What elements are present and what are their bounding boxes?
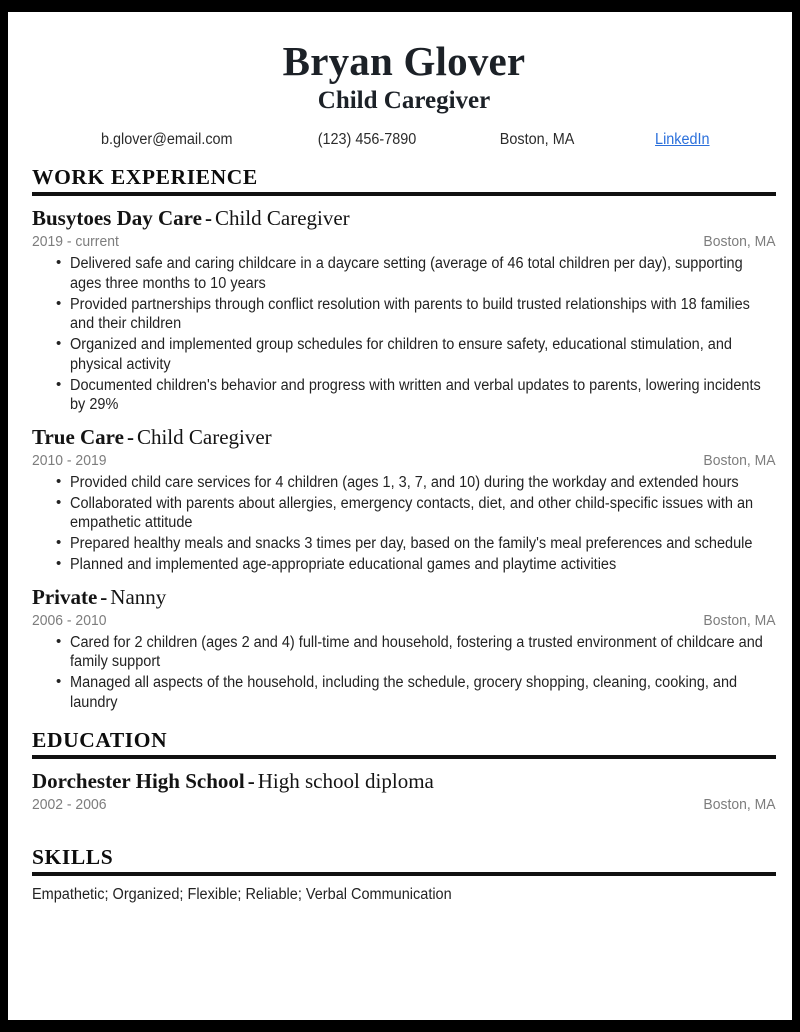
bullet-text: • Prepared healthy meals and snacks 3 times per day, based on the family's meal preferences and schedule bbox=[70, 535, 753, 552]
bullet-text: • Organized and implemented group schedules for children to ensure safety, educational stimulation, and physical activity bbox=[70, 336, 732, 373]
work-entry-separator: - bbox=[100, 584, 108, 609]
work-entry-role: Nanny bbox=[110, 584, 167, 609]
bullet-item bbox=[32, 254, 776, 293]
candidate-job-title: Child Caregiver bbox=[317, 87, 491, 114]
bullet-text: • Cared for 2 children (ages 2 and 4) full-time and household, fostering a trusted environment of childcare and family support bbox=[70, 633, 763, 670]
work-entry-role: Child Caregiver bbox=[136, 424, 272, 449]
bullet-text: • Planned and implemented age-appropriate educational games and playtime activities bbox=[70, 556, 617, 573]
bullet-text: • Managed all aspects of the household, including the schedule, grocery shopping, cleaning, cooking, and laundry bbox=[70, 674, 738, 711]
bullet-item bbox=[32, 376, 776, 415]
bullet-item bbox=[32, 673, 776, 712]
education-entry-heading bbox=[32, 769, 776, 793]
work-entry-meta bbox=[32, 612, 776, 629]
work-entry-role: Child Caregiver bbox=[214, 206, 350, 230]
section-divider-work bbox=[32, 192, 776, 196]
work-entry-location: Boston, MA bbox=[703, 233, 776, 250]
resume-page bbox=[8, 12, 792, 1020]
bullet-item bbox=[32, 555, 776, 575]
bullet-text: • Documented children's behavior and progress with written and verbal updates to parents, lowering incidents by 29% bbox=[70, 376, 761, 413]
bullet-text: • Collaborated with parents about allergies, emergency contacts, diet, and other child-specific issues with an empathetic attitude bbox=[70, 494, 754, 531]
education-entry-meta bbox=[32, 796, 776, 813]
work-entry-bullets bbox=[32, 473, 776, 575]
work-entry-dates: 2006 - 2010 bbox=[32, 611, 107, 629]
work-entry-location: Boston, MA bbox=[703, 451, 776, 469]
section-heading-skills: SKILLS bbox=[32, 845, 114, 869]
section-education bbox=[32, 728, 776, 813]
contact-row bbox=[32, 131, 776, 149]
section-divider-education bbox=[32, 755, 776, 759]
bullet-item bbox=[32, 633, 776, 672]
work-entry bbox=[32, 425, 776, 575]
work-entry-meta bbox=[32, 452, 776, 469]
bullet-item bbox=[32, 534, 776, 554]
work-entry-bullets bbox=[32, 633, 776, 713]
work-entry bbox=[32, 585, 776, 713]
work-entry-dates: 2019 - current bbox=[32, 233, 119, 250]
skills-list: Empathetic; Organized; Flexible; Reliable; Verbal Communication bbox=[32, 886, 452, 903]
work-entry-org: True Care bbox=[32, 424, 124, 449]
work-entry-separator: - bbox=[126, 424, 134, 449]
work-entry-org: Busytoes Day Care bbox=[32, 206, 202, 230]
bullet-item bbox=[32, 494, 776, 533]
work-entry-bullets bbox=[32, 254, 776, 415]
education-entry-separator: - bbox=[247, 769, 255, 793]
work-entry-location: Boston, MA bbox=[703, 611, 776, 629]
work-entry-heading bbox=[32, 585, 776, 609]
resume-header bbox=[32, 38, 776, 149]
contact-phone[interactable]: (123) 456-7890 bbox=[317, 131, 417, 148]
candidate-name: Bryan Glover bbox=[282, 38, 526, 84]
work-entry bbox=[32, 206, 776, 415]
spacer bbox=[32, 813, 776, 831]
section-heading-education: EDUCATION bbox=[32, 728, 168, 752]
bullet-text: • Provided partnerships through conflict resolution with parents to build trusted relationships with 18 families and their children bbox=[70, 295, 750, 332]
work-entry-separator: - bbox=[204, 206, 212, 230]
resume-content bbox=[32, 12, 776, 905]
work-entry-heading bbox=[32, 206, 776, 230]
section-heading-work: WORK EXPERIENCE bbox=[32, 165, 258, 189]
section-skills bbox=[32, 845, 776, 905]
bullet-item bbox=[32, 335, 776, 374]
contact-email[interactable]: b.glover@email.com bbox=[101, 131, 233, 148]
education-entry bbox=[32, 769, 776, 813]
education-entry-degree: High school diploma bbox=[257, 769, 434, 793]
section-divider-skills bbox=[32, 872, 776, 876]
work-entry-heading bbox=[32, 425, 776, 449]
education-entry-school: Dorchester High School bbox=[32, 769, 245, 793]
work-entry-dates: 2010 - 2019 bbox=[32, 451, 107, 469]
bullet-item bbox=[32, 473, 776, 493]
work-entry-org: Private bbox=[32, 584, 98, 609]
contact-linkedin-link[interactable]: LinkedIn bbox=[655, 131, 710, 148]
section-work-experience bbox=[32, 165, 776, 712]
bullet-item bbox=[32, 295, 776, 334]
bullet-text: • Provided child care services for 4 children (ages 1, 3, 7, and 10) during the workday and extended hours bbox=[70, 473, 739, 491]
work-entry-meta bbox=[32, 233, 776, 250]
contact-location: Boston, MA bbox=[499, 131, 574, 148]
education-entry-dates: 2002 - 2006 bbox=[32, 796, 107, 813]
education-entry-location: Boston, MA bbox=[703, 796, 776, 813]
bullet-text: • Delivered safe and caring childcare in a daycare setting (average of 46 total children per day), supporting ages three months to 10 years bbox=[70, 255, 743, 292]
